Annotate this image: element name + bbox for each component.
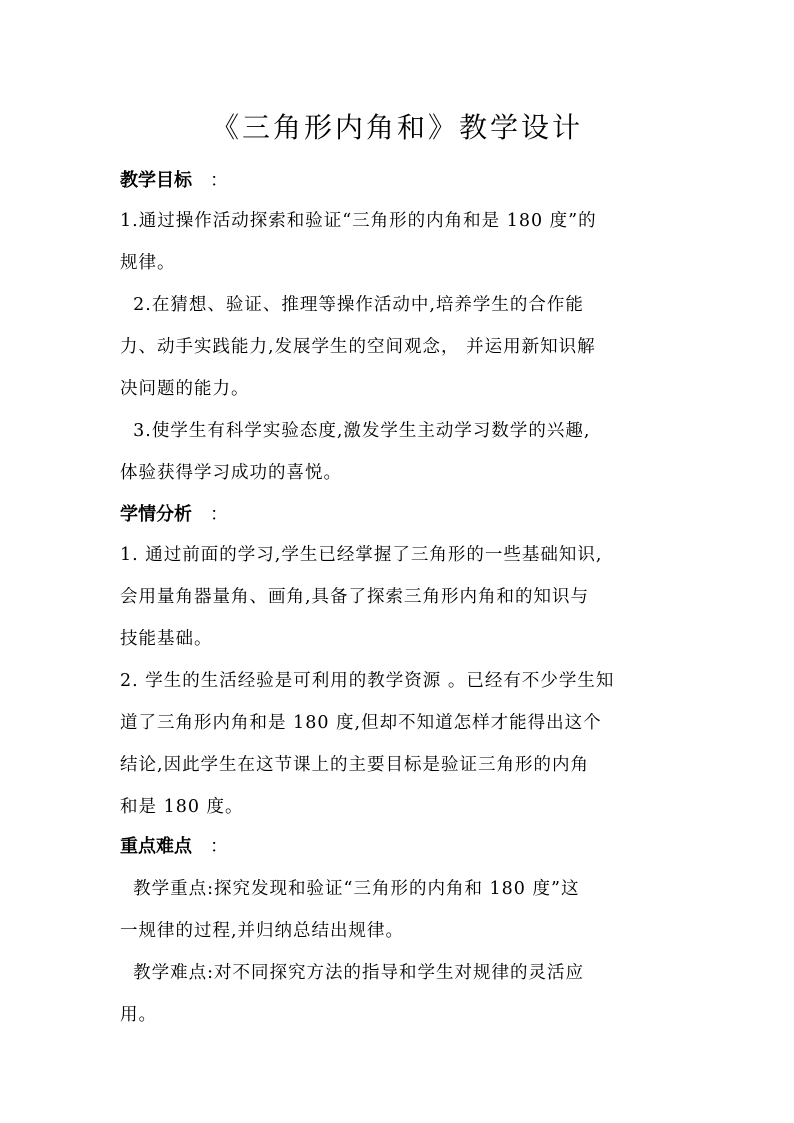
paragraph-line: 1.通过操作活动探索和验证“三角形的内角和是 180 度”的 (120, 211, 597, 231)
paragraph-line: 技能基础。 (120, 629, 213, 649)
paragraph-line: 会用量角器量角、画角,具备了探索三角形内角和的知识与 (120, 587, 590, 607)
paragraph-line: 规律。 (120, 253, 176, 273)
section-heading-text: 学情分析 (120, 504, 192, 525)
paragraph-line: 体验获得学习成功的喜悦。 (120, 463, 342, 483)
paragraph-line: 教学重点:探究发现和验证“三角形的内角和 180 度”这 (120, 879, 580, 899)
document-title: 《三角形内角和》教学设计 (210, 111, 583, 144)
paragraph-line: 教学难点:对不同探究方法的指导和学生对规律的灵活应 (120, 963, 585, 983)
paragraph-line: 用。 (120, 1005, 157, 1025)
paragraph-line: 3.使学生有科学实验态度,激发学生主动学习数学的兴趣, (120, 421, 591, 441)
section-heading-colon: ： (210, 504, 228, 525)
paragraph-line: 1. 通过前面的学习,学生已经掌握了三角形的一些基础知识, (120, 545, 603, 565)
paragraph-line: 决问题的能力。 (120, 379, 250, 399)
paragraph-line: 结论,因此学生在这节课上的主要目标是验证三角形的内角 (120, 755, 590, 775)
section-heading-objectives (120, 168, 228, 194)
section-heading-colon: ： (210, 836, 228, 857)
section-heading-text: 教学目标 (120, 170, 192, 191)
paragraph-line: 和是 180 度。 (120, 797, 244, 817)
paragraph-line: 力、动手实践能力,发展学生的空间观念， 并运用新知识解 (120, 337, 596, 357)
paragraph-line: 一规律的过程,并归纳总结出规律。 (120, 921, 405, 941)
section-heading-analysis (120, 502, 228, 528)
section-heading-keypoints (120, 834, 228, 860)
paragraph-line: 道了三角形内角和是 180 度,但却不知道怎样才能得出这个 (120, 713, 602, 733)
paragraph-line: 2. 学生的生活经验是可利用的教学资源 。已经有不少学生知 (120, 671, 615, 691)
section-heading-colon: ： (210, 170, 228, 191)
section-heading-text: 重点难点 (120, 836, 192, 857)
paragraph-line: 2.在猜想、验证、推理等操作活动中,培养学生的合作能 (120, 295, 584, 315)
